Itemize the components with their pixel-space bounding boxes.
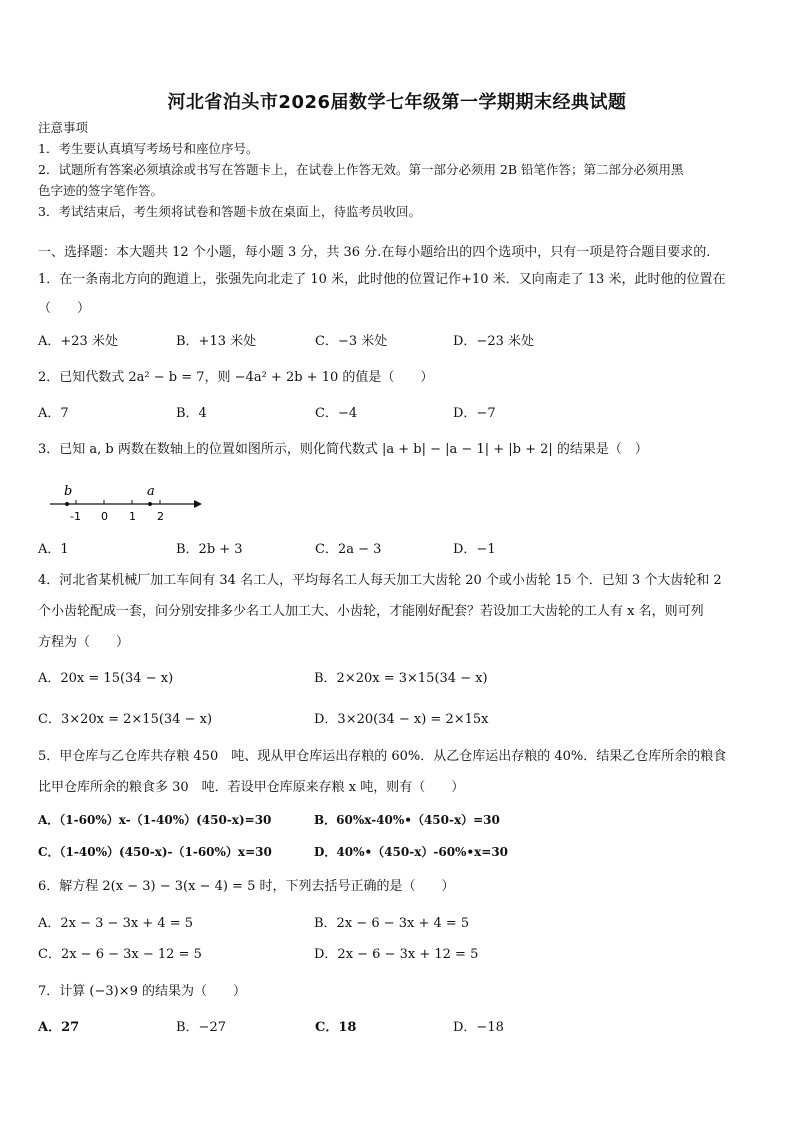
q2-option-b: B．4 <box>176 406 207 421</box>
q5-option-d: D．40%•（450-x）-60%•x=30 <box>314 845 509 859</box>
question-5-text-1: 5．甲仓库与乙仓库共存粮 450 吨、现从甲仓库运出存粮的 60%．从乙仓库运出存粮的 40%．结果乙仓库所余的粮食 <box>38 749 727 764</box>
q7-option-a: A．27 <box>38 1020 80 1035</box>
note-item-3: 3．考试结束后，考生须将试卷和答题卡放在桌面上，待监考员收回。 <box>38 204 421 219</box>
q2-option-d: D．−7 <box>453 406 496 421</box>
q6-option-b: B．2x − 6 − 3x + 4 = 5 <box>314 916 470 931</box>
label-b: b <box>64 484 73 499</box>
point-a <box>148 502 152 506</box>
note-item-1: 1．考生要认真填写考场号和座位序号。 <box>38 141 259 156</box>
q4-option-c: C．3×20x = 2×15(34 − x) <box>38 712 213 727</box>
q3-option-b: B．2b + 3 <box>176 542 243 557</box>
question-2-text: 2．已知代数式 2a² − b = 7，则 −4a² + 2b + 10 的值是（ ） <box>38 370 434 385</box>
q3-option-a: A．1 <box>38 542 69 557</box>
q3-option-d: D．−1 <box>453 542 496 557</box>
label-a: a <box>147 484 155 499</box>
note-item-2-cont: 色字迹的签字笔作答。 <box>38 183 164 198</box>
question-1-text: 1．在一条南北方向的跑道上，张强先向北走了 10 米，此时他的位置记作+10 米．又向南走了 13 米，此时他的位置在 <box>38 272 726 287</box>
number-line-figure <box>48 482 208 524</box>
question-4-text-1: 4．河北省某机械厂加工车间有 34 名工人，平均每名工人每天加工大齿轮 20 个或小齿轮 15 个．已知 3 个大齿轮和 2 <box>38 573 722 588</box>
q7-option-c: C．18 <box>315 1020 357 1035</box>
question-1-blank: （ ） <box>38 301 91 316</box>
question-4-text-3: 方程为（ ） <box>38 635 130 650</box>
q3-option-c: C．2a − 3 <box>315 542 382 557</box>
point-b <box>65 502 69 506</box>
note-item-2: 2．试题所有答案必须填涂或书写在答题卡上，在试卷上作答无效。第一部分必须用 2B 铅笔作答；第二部分必须用黑 <box>38 162 684 177</box>
page-title: 河北省泊头市2026届数学七年级第一学期期末经典试题 <box>167 92 627 113</box>
q2-option-c: C．−4 <box>315 406 358 421</box>
q7-option-b: B．−27 <box>176 1020 226 1035</box>
q1-option-b: B．+13 米处 <box>176 334 257 349</box>
tick-label-minus1: -1 <box>70 510 81 523</box>
tick-label-2: 2 <box>157 510 164 523</box>
tick-label-1: 1 <box>129 510 136 523</box>
q2-option-a: A．7 <box>38 406 69 421</box>
number-line-arrow <box>194 500 202 508</box>
question-7-text: 7．计算 (−3)×9 的结果为（ ） <box>38 984 247 999</box>
question-6-text: 6．解方程 2(x − 3) − 3(x − 4) = 5 时，下列去括号正确的是（ ） <box>38 879 455 894</box>
q1-option-a: A．+23 米处 <box>38 334 118 349</box>
question-5-text-2: 比甲仓库所余的粮食多 30 吨．若设甲仓库原来存粮 x 吨，则有（ ） <box>38 780 465 795</box>
q5-option-a: A．（1-60%）x-（1-40%）(450-x)=30 <box>38 813 272 827</box>
q6-option-d: D．2x − 6 − 3x + 12 = 5 <box>314 947 479 962</box>
q7-option-d: D．−18 <box>453 1020 504 1035</box>
question-4-text-2: 个小齿轮配成一套，问分别安排多少名工人加工大、小齿轮，才能刚好配套？若设加工大齿轮的工人有 x 名，则可列 <box>38 604 704 619</box>
q6-option-a: A．2x − 3 − 3x + 4 = 5 <box>38 916 194 931</box>
q4-option-b: B．2×20x = 3×15(34 − x) <box>314 671 488 686</box>
q4-option-a: A．20x = 15(34 − x) <box>38 671 174 686</box>
tick-label-0: 0 <box>101 510 108 523</box>
q6-option-c: C．2x − 6 − 3x − 12 = 5 <box>38 947 202 962</box>
section-heading: 一、选择题：本大题共 12 个小题，每小题 3 分，共 36 分.在每小题给出的四个选项中，只有一项是符合题目要求的. <box>38 245 711 260</box>
notes-heading: 注意事项 <box>38 120 89 135</box>
q5-option-b: B．60%x-40%•（450-x）=30 <box>314 813 500 827</box>
question-3-text: 3．已知 a, b 两数在数轴上的位置如图所示，则化简代数式 |a + b| − |a − 1| + |b + 2| 的结果是（ ） <box>38 442 648 457</box>
q1-option-d: D．−23 米处 <box>453 334 534 349</box>
q1-option-c: C．−3 米处 <box>315 334 388 349</box>
q5-option-c: C．（1-40%）(450-x)-（1-60%）x=30 <box>38 845 272 859</box>
q4-option-d: D．3×20(34 − x) = 2×15x <box>314 712 489 727</box>
